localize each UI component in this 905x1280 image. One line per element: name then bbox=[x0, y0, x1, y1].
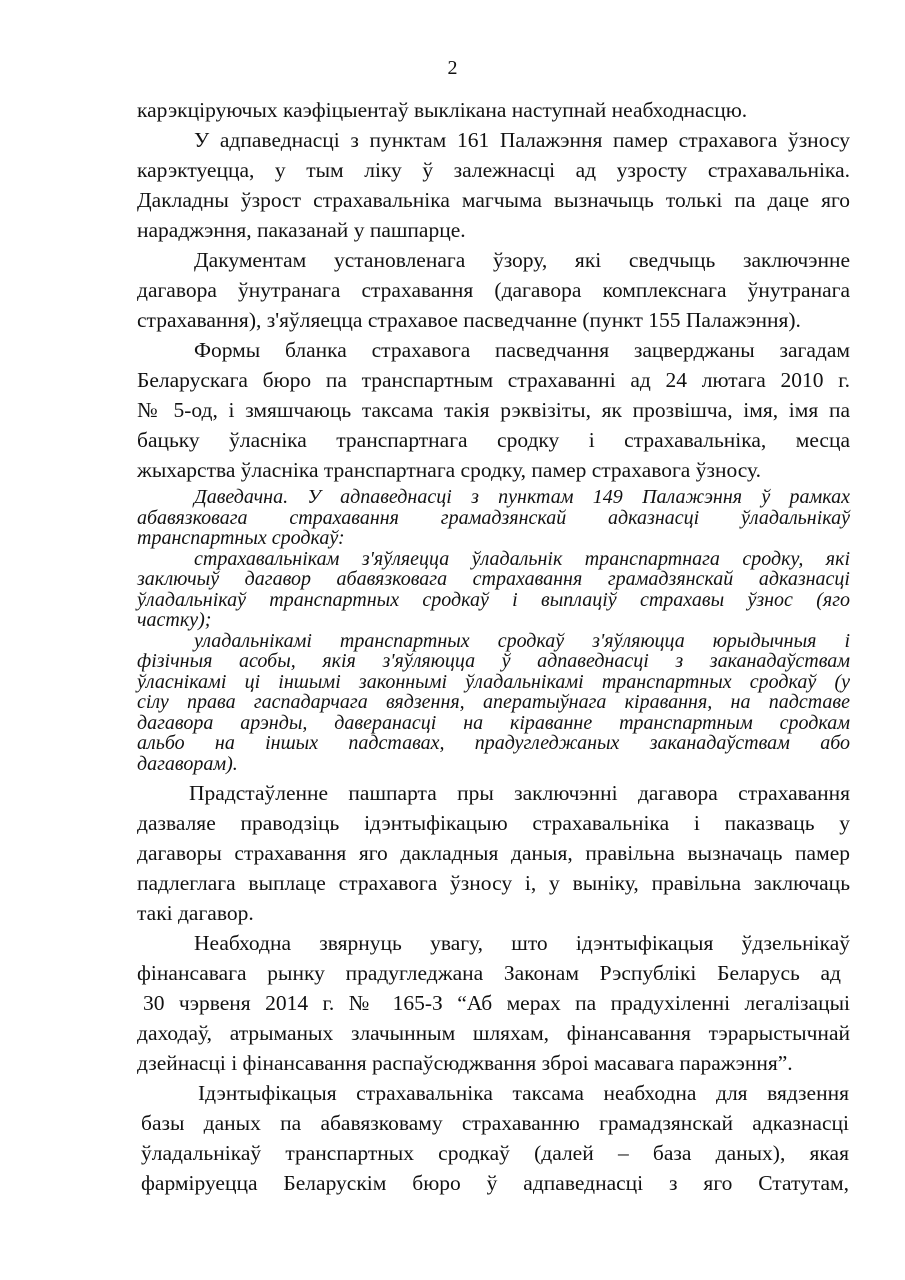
text-line: падлеглага выплаце страхавога ўзносу і, у выніку, правільна заключаць bbox=[137, 871, 850, 895]
text-line: № 5-од, і змяшчаюць таксама такія рэквізіты, як прозвішча, імя, імя па bbox=[137, 398, 850, 422]
note-line: транспартных сродкаў: bbox=[137, 527, 345, 549]
note-line: дагавора арэнды, даверанасці на кіраванне транспартным сродкам bbox=[137, 711, 850, 734]
note-line: ўласнікамі ці іншымі законнымі ўладальнікамі транспартных сродкаў (у bbox=[137, 670, 850, 693]
note-line: фізічныя асобы, якія з'яўляюцца ў адпаведнасці з заканадаўствам bbox=[137, 650, 850, 672]
text-line: Ідэнтыфікацыя страхавальніка таксама неабходна для вядзення bbox=[198, 1081, 849, 1105]
text-line: даходаў, атрыманых злачынным шляхам, фінансавання тэрарыстычнай bbox=[137, 1021, 850, 1045]
paragraph-age-adjustment bbox=[137, 125, 850, 245]
note-line: частку); bbox=[137, 609, 212, 631]
text-line: Дакументам установленага ўзору, якi сведчыць заключэнне bbox=[194, 248, 850, 272]
note-line: ўладальнікаў транспартных сродкаў і выплаціў страхавы ўзнос (яго bbox=[137, 588, 850, 611]
text-line: ўладальнікаў транспартных сродкаў (далей – база даных), якая bbox=[141, 1141, 849, 1165]
page-number: 2 bbox=[447, 57, 458, 79]
paragraph-continuation bbox=[137, 95, 850, 125]
text-line: карэктуецца, у тым ліку ў залежнасці ад узросту страхавальніка. bbox=[137, 158, 850, 182]
text-line: карэкціруючых каэфіцыентаў выклікана наступнай неабходнасцю. bbox=[137, 98, 748, 122]
text-line: дагавора ўнутранага страхавання (дагавора комплекснага ўнутранага bbox=[137, 278, 850, 302]
text-line: Неабходна звярнуць увагу, што ідэнтыфікацыя ўдзельнікаў bbox=[194, 931, 850, 955]
paragraph-certificate-forms bbox=[137, 335, 850, 485]
note-line: Даведачна. У адпаведнасці з пунктам 149 Палажэння ў рамках bbox=[194, 486, 850, 508]
text-line: нараджэння, паказанай у пашпарце. bbox=[137, 218, 466, 242]
text-line: 30 чэрвеня 2014 г. № 165-З “Аб мерах па прадухіленні легалізацыі bbox=[143, 991, 850, 1015]
text-line: бацьку ўласніка транспартнага сродку і страхавальніка, месца bbox=[137, 428, 850, 452]
text-line: базы даных па абавязковаму страхаванню грамадзянскай адказнасці bbox=[141, 1111, 849, 1135]
note-line: дагаворам). bbox=[137, 752, 238, 775]
text-line: жыхарства ўласніка транспартнага сродку, памер страхавога ўзносу. bbox=[137, 458, 761, 482]
note-line: страхавальнікам з'яўляецца ўладальнік транспартнага сродку, які bbox=[194, 547, 850, 570]
text-line: Прадстаўленне пашпарта пры заключэнні дагавора страхавання bbox=[189, 781, 850, 805]
text-line: фінансавага рынку прадугледжана Законам Рэспублікі Беларусь ад bbox=[137, 961, 841, 985]
text-line: страхавання), з'яўляецца страхавое пасведчанне (пункт 155 Палажэння). bbox=[137, 308, 801, 332]
text-line: Беларускага бюро па транспартным страхаванні ад 24 лютага 2010 г. bbox=[137, 368, 850, 392]
note-line: заключыў дагавор абавязковага страхавання грамадзянскай адказнасці bbox=[137, 568, 850, 590]
document-body bbox=[137, 95, 850, 1198]
text-line: дзейнасці і фінансавання распаўсюджвання зброі масавага паражэння”. bbox=[137, 1051, 793, 1075]
text-line: Дакладны ўзрост страхавальніка магчыма вызначыць толькі па даце яго bbox=[137, 188, 850, 212]
paragraph-insurance-certificate bbox=[137, 245, 850, 335]
note-line: абавязковага страхавання грамадзянскай адказнасці ўладальнікаў bbox=[137, 506, 850, 529]
text-line: такі дагавор. bbox=[137, 901, 254, 925]
text-line: фарміруецца Беларускім бюро ў адпаведнасці з яго Статутам, bbox=[141, 1171, 849, 1195]
note-line: сілу права гаспадарчага вядзення, аператыўнага кіравання, на падставе bbox=[137, 691, 850, 713]
paragraph-database bbox=[141, 1078, 849, 1198]
note-line: уладальнікамі транспартных сродкаў з'яўляюцца юрыдычныя і bbox=[194, 629, 850, 652]
paragraph-passport-presentation bbox=[137, 778, 850, 928]
text-line: дазваляе праводзіць ідэнтыфікацыю страхавальніка і паказваць у bbox=[137, 811, 850, 835]
paragraph-identification-law bbox=[137, 928, 850, 1078]
reference-note bbox=[137, 487, 850, 774]
text-line: дагаворы страхавання яго дакладныя даныя, правільна вызначаць памер bbox=[137, 841, 850, 865]
text-line: Формы бланка страхавога пасведчання зацверджаны загадам bbox=[194, 338, 850, 362]
note-line: альбо на іншых падставах, прадугледжаных заканадаўствам або bbox=[137, 732, 850, 754]
text-line: У адпаведнасці з пунктам 161 Палажэння памер страхавога ўзносу bbox=[194, 128, 850, 152]
